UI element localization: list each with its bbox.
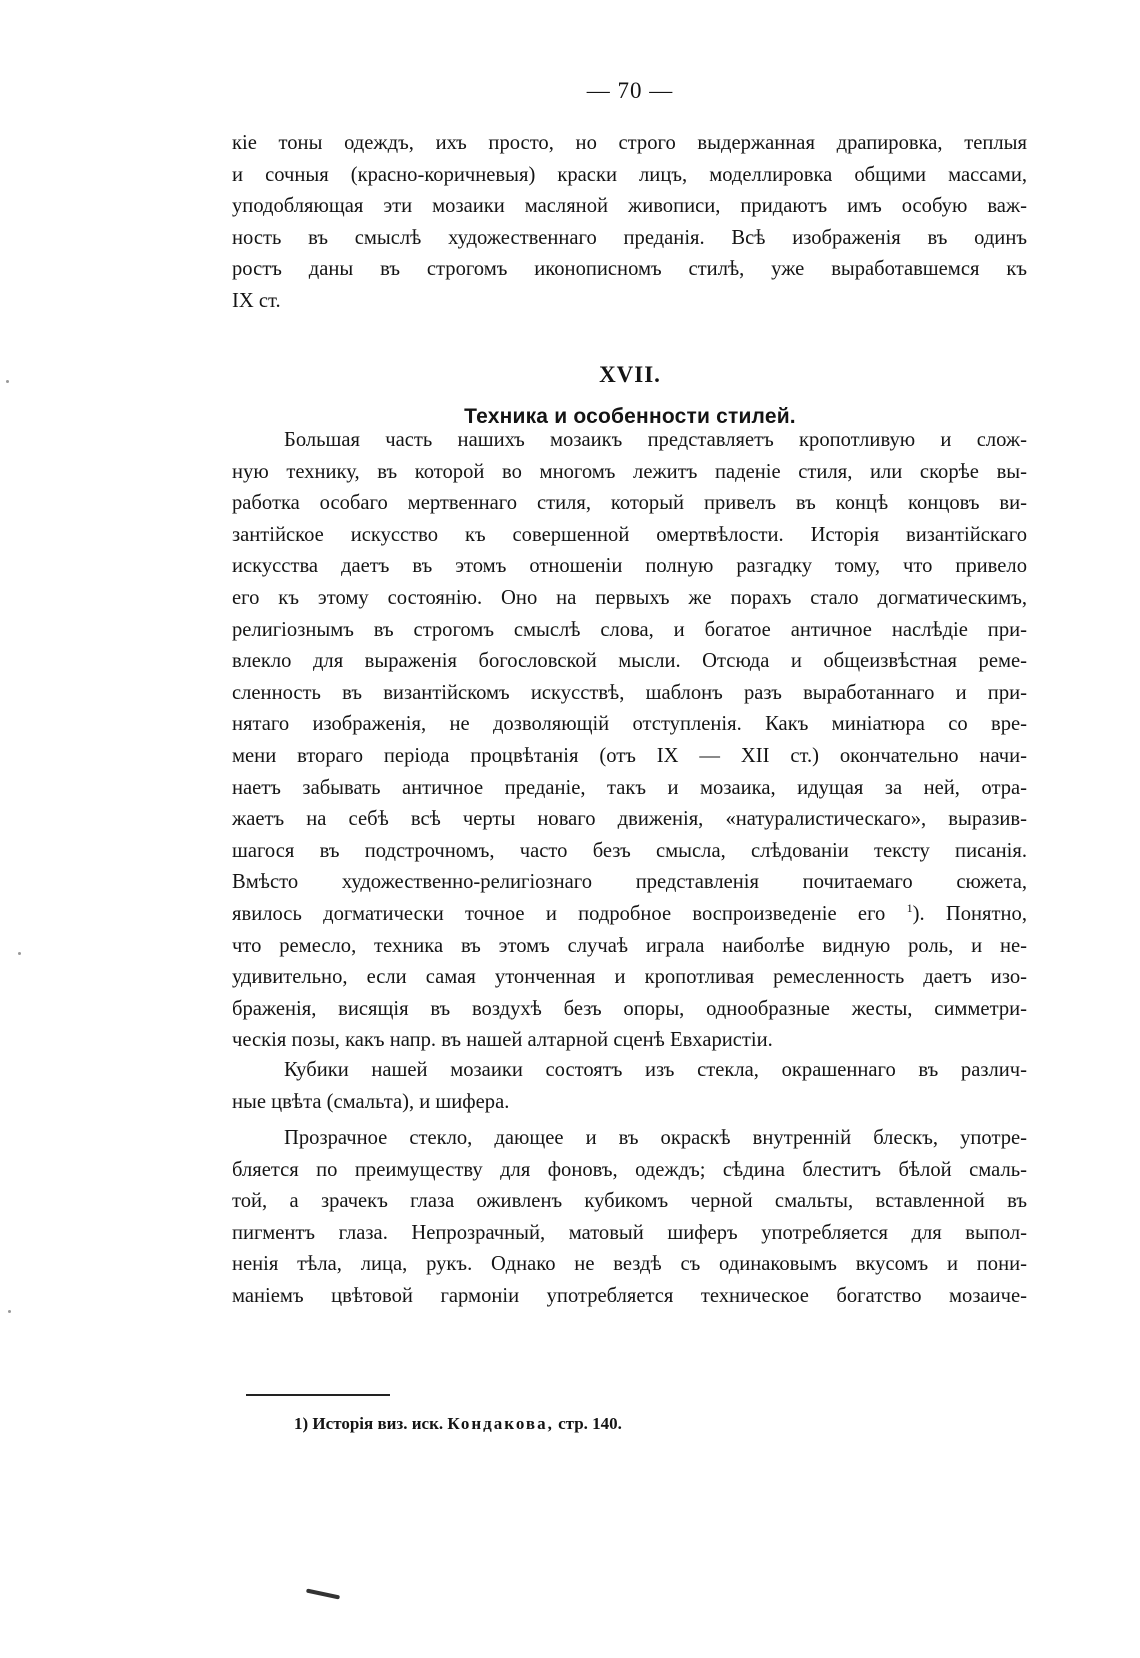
footnote-divider [246,1394,390,1396]
footnote-reference[interactable]: 1 [906,901,913,916]
text-line: жаетъ на себѣ всѣ черты новаго движенія, «натуралистическаго», выразив- [232,808,1027,831]
footnote-page: стр. 140. [558,1414,622,1433]
text-line: работка особаго мертвеннаго стиля, который привелъ въ концѣ концовъ ви- [232,492,1027,515]
text-line: его къ этому состоянію. Оно на первыхъ же порахъ стало догматическимъ, [232,586,1027,609]
page-number: — 70 — [586,78,674,103]
text-line: ческія позы, какъ напр. въ нашей алтарной сценѣ Евхаристіи. [232,1029,773,1052]
text-line: ные цвѣта (смальта), и шифера. [232,1090,510,1113]
text-line: Большая часть нашихъ мозаикъ представляетъ кропотливую и слож- [284,429,1027,451]
footnote-marker: 1) [294,1414,309,1433]
text-line: пигментъ глаза. Непрозрачный, матовый шиферъ употребляется для выпол- [232,1221,1027,1244]
footnote-author: Кондакова, [447,1414,554,1433]
top-paragraph [232,128,1027,318]
text-line-with-footnote-ref [232,899,1027,931]
text-line: наетъ забывать античное преданіе, такъ и мозаика, идущая за ней, отра- [232,776,1027,799]
text-line: уподобляющая эти мозаики масляной живописи, придаютъ имъ особую важ- [232,195,1027,218]
text-line: удивительно, если самая утонченная и кропотливая ремесленность даетъ изо- [232,966,1027,989]
text-line: что ремесло, техника въ этомъ случаѣ играла наиболѣе видную роль, и не- [232,934,1027,957]
text-line: кіе тоны одеждъ, ихъ просто, но строго выдержанная драпировка, теплыя [232,132,1027,154]
text-line: той, а зрачекъ глаза оживленъ кубикомъ черной смальты, вставленной въ [232,1190,1027,1213]
ink-smudge [306,1589,340,1600]
footnote [294,1414,622,1434]
text-line: IX ст. [232,289,281,312]
text-line: сленность въ византійскомъ искусствѣ, шаблонъ разъ выработаннаго и при- [232,681,1027,704]
text-line: и сочныя (красно-коричневыя) краски лицъ, моделлировка общими массами, [232,163,1027,186]
paragraph-technique [232,425,1027,1057]
text-line: ненія тѣла, лица, рукъ. Однако не вездѣ съ одинаковымъ вкусомъ и пони- [232,1253,1027,1276]
text-line: религіознымъ въ строгомъ смыслѣ слова, и богатое античное наслѣдіе при- [232,618,1027,641]
text-fragment: явилось догматически точное и подробное воспроизведеніе его [232,902,886,925]
section-title: Техника и особенности стилей. [464,405,796,428]
scan-speck [8,1310,11,1313]
text-line: шагося въ подстрочномъ, часто безъ смысла, слѣдованіи тексту писанія. [232,839,1027,862]
text-line: ростъ даны въ строгомъ иконописномъ стилѣ, уже выработавшемся къ [232,258,1027,281]
text-line: зантійское искусство къ совершенной омертвѣлости. Исторія византійскаго [232,523,1027,546]
text-fragment: ). Понятно, [912,902,1027,925]
text-line: бляется по преимуществу для фоновъ, одеждъ; сѣдина блеститъ бѣлой смаль- [232,1158,1027,1181]
text-line: Кубики нашей мозаики состоятъ изъ стекла, окрашеннаго въ различ- [284,1059,1027,1081]
text-line: маніемъ цвѣтовой гармоніи употребляется техническое богатство мозаиче- [232,1284,1027,1307]
paragraph-cubes [232,1055,1027,1118]
text-line: Вмѣсто художественно-религіознаго представленія почитаемаго сюжета, [232,871,1027,894]
scan-speck [18,952,21,955]
footnote-text: Исторія виз. иск. [312,1414,444,1433]
section-number: XVII. [599,362,661,387]
text-line: мени втораго періода процвѣтанія (отъ IX — XII ст.) окончательно начи- [232,744,1027,767]
text-line: ную технику, въ которой во многомъ лежитъ паденіе стиля, или скорѣе вы- [232,460,1027,483]
text-line: искусства даетъ въ этомъ отношеніи полную разгадку тому, что привело [232,555,1027,578]
text-line: нятаго изображенія, не дозволяющій отступленія. Какъ миніатюра со вре- [232,713,1027,736]
text-line: влекло для выраженія богословской мысли. Отсюда и общеизвѣстная реме- [232,650,1027,673]
text-line: браженія, висящія въ воздухѣ безъ опоры, однообразные жесты, симметри- [232,997,1027,1020]
text-line: ность въ смыслѣ художественнаго преданія. Всѣ изображенія въ одинъ [232,226,1027,249]
text-line: Прозрачное стекло, дающее и въ окраскѣ внутренній блескъ, употре- [284,1127,1027,1149]
paragraph-glass [232,1123,1027,1313]
scan-speck [6,380,9,383]
